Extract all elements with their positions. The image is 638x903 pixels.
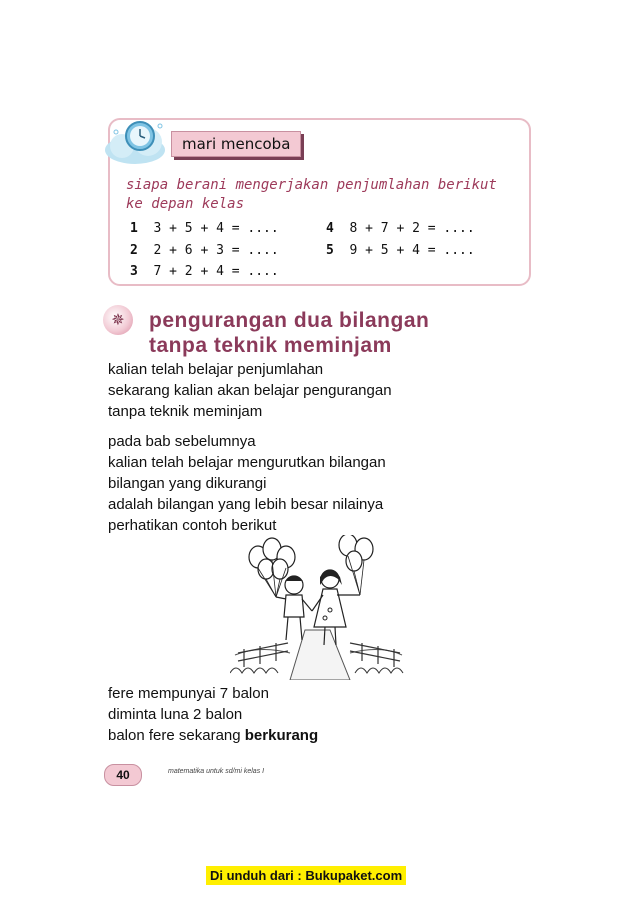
story-line: fere mempunyai 7 balon: [108, 685, 269, 702]
exercise-item: [130, 221, 279, 236]
story-line-text: balon fere sekarang: [108, 727, 245, 744]
exercise-item-number: 5: [326, 243, 334, 258]
exercise-item-number: 3: [130, 264, 138, 279]
exercise-item: [326, 221, 475, 236]
exercise-intro-line: siapa berani mengerjakan penjumlahan berikut: [126, 177, 497, 193]
paragraph-line: pada bab sebelumnya: [108, 433, 256, 450]
exercise-item-expression: 2 + 6 + 3 = ....: [153, 243, 279, 258]
paragraph-explanation: [108, 431, 386, 536]
paragraph-line: kalian telah belajar mengurutkan bilangan: [108, 454, 386, 471]
exercise-item-number: 2: [130, 243, 138, 258]
exercise-item-expression: 7 + 2 + 4 = ....: [153, 264, 279, 279]
exercise-intro-line: ke depan kelas: [126, 196, 245, 212]
exercise-tab: [171, 131, 301, 157]
section-title-line: tanpa teknik meminjam: [149, 334, 392, 357]
exercise-item-expression: 9 + 5 + 4 = ....: [349, 243, 475, 258]
download-notice[interactable]: Di unduh dari : Bukupaket.com: [206, 866, 406, 885]
paragraph-line: adalah bilangan yang lebih besar nilainya: [108, 496, 384, 513]
exercise-item: [130, 243, 279, 258]
story-line: [108, 725, 318, 746]
section-title-line: pengurangan dua bilangan: [149, 309, 430, 332]
story-line: diminta luna 2 balon: [108, 706, 243, 723]
paragraph-line: sekarang kalian akan belajar pengurangan: [108, 382, 392, 399]
paragraph-intro: [108, 359, 392, 422]
paragraph-line: tanpa teknik meminjam: [108, 403, 263, 420]
exercise-item-expression: 8 + 7 + 2 = ....: [349, 221, 475, 236]
exercise-item: [130, 264, 279, 279]
exercise-item-number: 1: [130, 221, 138, 236]
paragraph-line: perhatikan contoh berikut: [108, 517, 277, 534]
exercise-intro: [126, 176, 526, 214]
paragraph-line: kalian telah belajar penjumlahan: [108, 361, 324, 378]
paragraph-story: [108, 683, 318, 746]
book-title: matematika untuk sd/mi kelas I: [168, 768, 265, 775]
children-balloons-illustration: [230, 535, 405, 680]
clock-cloud-icon: [100, 116, 170, 168]
exercise-tab-label: mari mencoba: [182, 135, 291, 153]
exercise-item: [326, 243, 475, 258]
page-number: 40: [104, 764, 142, 786]
exercise-item-expression: 3 + 5 + 4 = ....: [153, 221, 279, 236]
exercise-item-number: 4: [326, 221, 334, 236]
section-bullet-icon: ✵: [103, 305, 133, 335]
paragraph-line: bilangan yang dikurangi: [108, 475, 267, 492]
story-emphasis: berkurang: [244, 727, 319, 744]
